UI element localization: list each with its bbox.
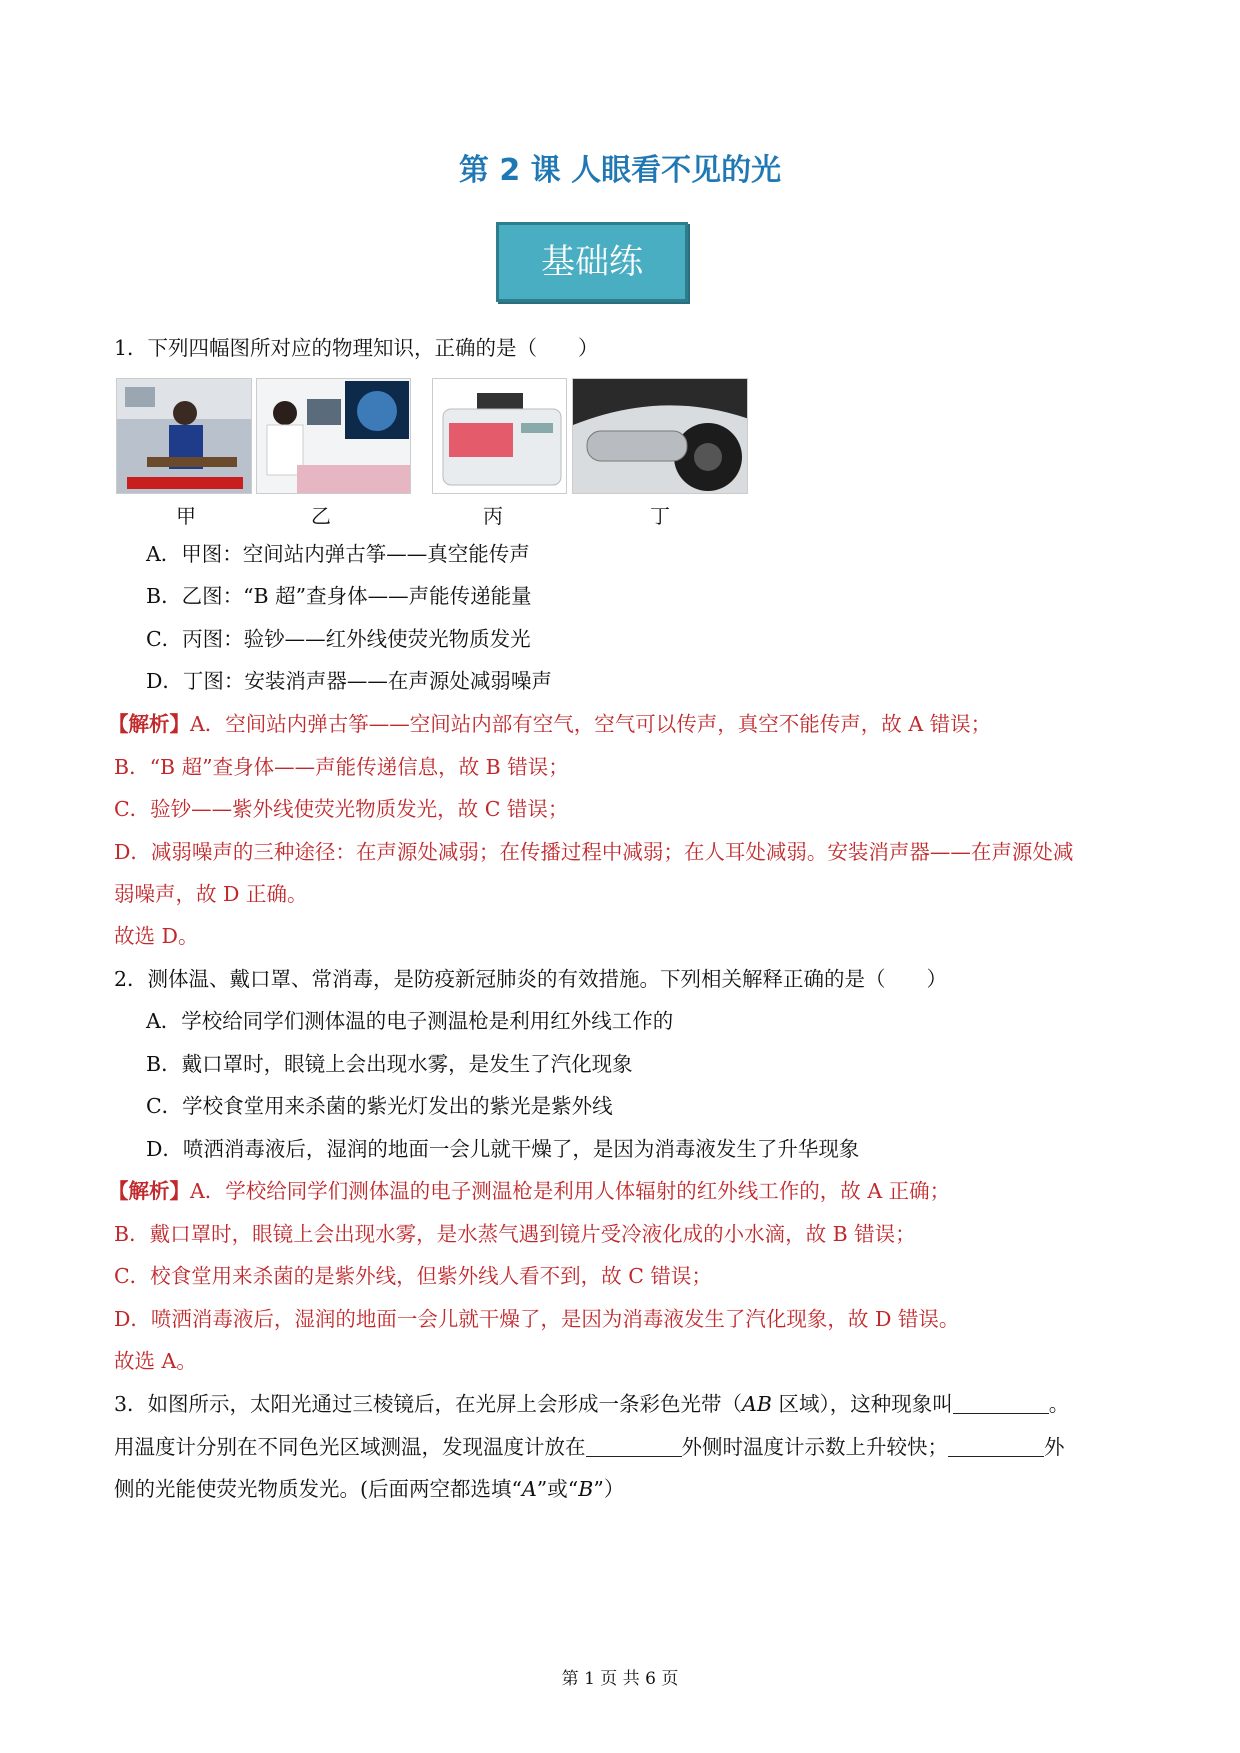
q3-ab-label: AB bbox=[742, 1392, 772, 1416]
q3-b-label: B bbox=[578, 1477, 594, 1501]
image-label-ding: 丁 bbox=[650, 504, 670, 528]
q1-answer: 故选 D。 bbox=[114, 924, 199, 948]
image-label-bing: 丙 bbox=[483, 504, 503, 528]
image-label-yi: 乙 bbox=[311, 504, 331, 528]
page-footer: 第 1 页 共 6 页 bbox=[561, 1669, 679, 1689]
q2-stem: 2．测体温、戴口罩、常消毒，是防疫新冠肺炎的有效措施。下列相关解释正确的是（ ） bbox=[114, 967, 948, 991]
q2-analysis-line-2: B．戴口罩时，眼镜上会出现水雾，是水蒸气遇到镜片受冷液化成的小水滴，故 B 错误； bbox=[114, 1222, 916, 1246]
q1-analysis-line-1 bbox=[108, 710, 991, 738]
q3-text: ”或“ bbox=[536, 1477, 579, 1501]
q2-analysis-line-1 bbox=[108, 1177, 950, 1205]
q1-option-a: A．甲图：空间站内弹古筝——真空能传声 bbox=[146, 542, 530, 566]
q3-text: 外侧时温度计示数上升较快； bbox=[681, 1435, 948, 1459]
q1-analysis-line-3: C．验钞——紫外线使荧光物质发光，故 C 错误； bbox=[114, 797, 569, 821]
q3-text: 用温度计分别在不同色光区域测温，发现温度计放在 bbox=[114, 1435, 586, 1459]
q1-analysis-line-2: B．“B 超”查身体——声能传递信息，故 B 错误； bbox=[114, 755, 569, 779]
q1-option-c: C．丙图：验钞——红外线使荧光物质发光 bbox=[146, 627, 531, 651]
q1-analysis-line-5: 弱噪声，故 D 正确。 bbox=[114, 882, 308, 906]
q2-option-d: D．喷洒消毒液后，湿润的地面一会儿就干燥了，是因为消毒液发生了升华现象 bbox=[146, 1137, 860, 1161]
q3-text: 区域），这种现象叫 bbox=[771, 1392, 953, 1416]
q1-option-b: B．乙图：“B 超”查身体——声能传递能量 bbox=[146, 584, 532, 608]
q3-line-2 bbox=[114, 1433, 1065, 1461]
q1-analysis-tag: 【解析】 bbox=[108, 712, 190, 736]
q3-text: 外 bbox=[1044, 1435, 1065, 1459]
q3-text: 侧的光能使荧光物质发光。(后面两空都选填“ bbox=[114, 1477, 522, 1501]
page-title: 第 2 课 人眼看不见的光 bbox=[458, 153, 782, 188]
q2-analysis-line-3: C．校食堂用来杀菌的是紫外线，但紫外线人看不到，故 C 错误； bbox=[114, 1264, 712, 1288]
q3-blank-2[interactable] bbox=[586, 1434, 682, 1457]
q2-analysis-tag: 【解析】 bbox=[108, 1179, 190, 1203]
q1-option-d: D．丁图：安装消声器——在声源处减弱噪声 bbox=[146, 669, 552, 693]
section-badge: 基础练 bbox=[496, 222, 688, 302]
q2-option-a: A．学校给同学们测体温的电子测温枪是利用红外线工作的 bbox=[146, 1009, 674, 1033]
photo-ding bbox=[572, 378, 748, 494]
photo-bing bbox=[432, 378, 567, 494]
photo-yi bbox=[256, 378, 411, 494]
q3-line-3 bbox=[114, 1475, 624, 1503]
q2-analysis-text-1: A．学校给同学们测体温的电子测温枪是利用人体辐射的红外线工作的，故 A 正确； bbox=[190, 1179, 951, 1203]
q3-blank-1[interactable] bbox=[953, 1391, 1049, 1414]
q1-analysis-text-1: A．空间站内弹古筝——空间站内部有空气，空气可以传声，真空不能传声，故 A 错误； bbox=[190, 712, 992, 736]
photo-jia bbox=[116, 378, 252, 494]
q3-a-label: A bbox=[521, 1477, 537, 1501]
q3-line-1 bbox=[114, 1390, 1069, 1418]
q1-analysis-line-4: D．减弱噪声的三种途径：在声源处减弱；在传播过程中减弱；在人耳处减弱。安装消声器——在声源处减 bbox=[114, 840, 1074, 864]
image-label-jia: 甲 bbox=[176, 504, 196, 528]
q3-blank-3[interactable] bbox=[948, 1434, 1044, 1457]
q2-answer: 故选 A。 bbox=[114, 1349, 197, 1373]
q2-option-c: C．学校食堂用来杀菌的紫光灯发出的紫光是紫外线 bbox=[146, 1094, 613, 1118]
q2-option-b: B．戴口罩时，眼镜上会出现水雾，是发生了汽化现象 bbox=[146, 1052, 633, 1076]
q1-stem: 1．下列四幅图所对应的物理知识，正确的是（ ） bbox=[114, 336, 599, 360]
q3-text: 3．如图所示，太阳光通过三棱镜后，在光屏上会形成一条彩色光带（ bbox=[114, 1392, 743, 1416]
q3-text: ”） bbox=[593, 1477, 625, 1501]
q3-text: 。 bbox=[1048, 1392, 1070, 1416]
q2-analysis-line-4: D．喷洒消毒液后，湿润的地面一会儿就干燥了，是因为消毒液发生了汽化现象，故 D 错误。 bbox=[114, 1307, 960, 1331]
